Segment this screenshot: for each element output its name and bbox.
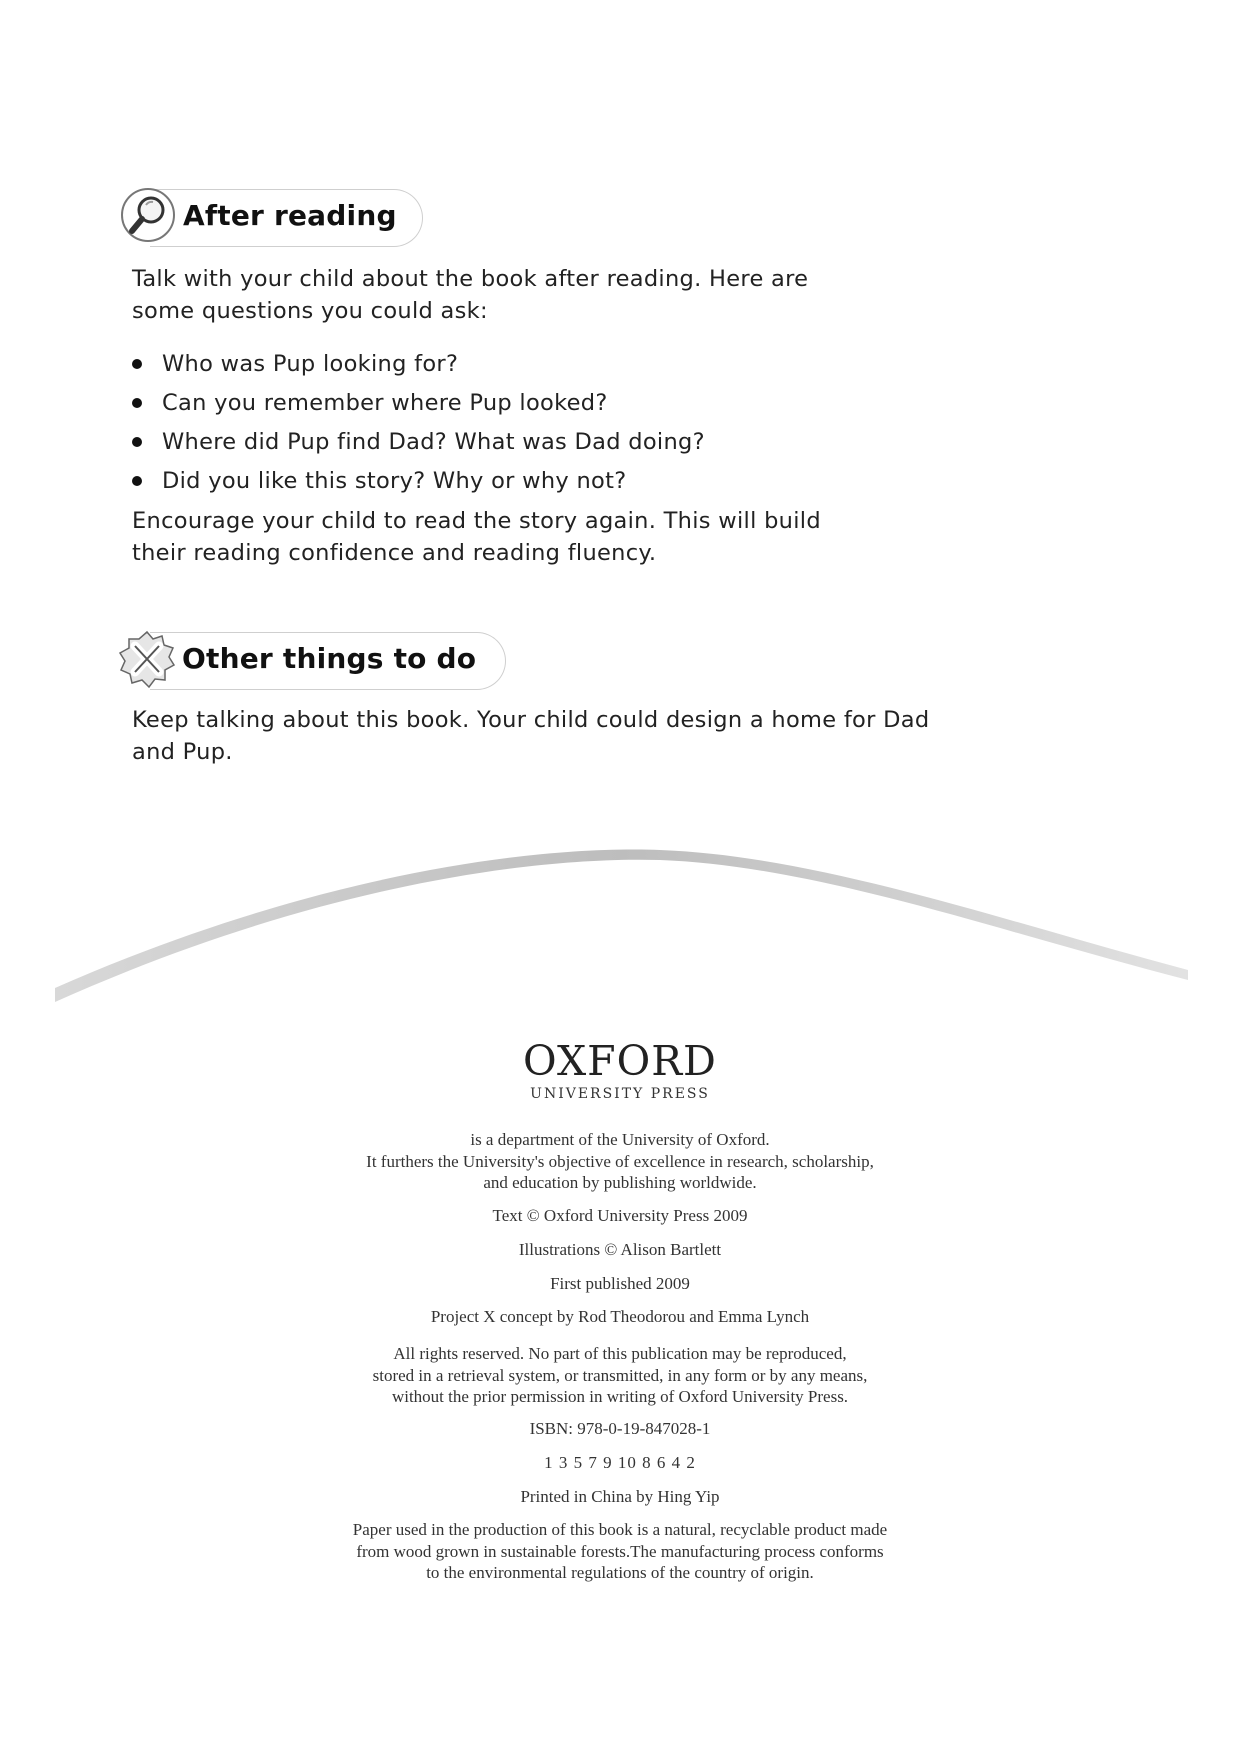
question-text: Can you remember where Pup looked? — [162, 390, 608, 416]
print-line: 1 3 5 7 9 10 8 6 4 2 — [544, 1453, 696, 1472]
concept-credit: Project X concept by Rod Theodorou and Emma Lynch — [430, 1307, 810, 1326]
list-item — [132, 348, 705, 387]
other-things-text — [132, 704, 1032, 768]
question-text: Who was Pup looking for? — [162, 351, 459, 377]
university-press-label: UNIVERSITY PRESS — [530, 1086, 710, 1102]
paper-line-3: to the environmental regulations of the country of origin. — [426, 1563, 814, 1582]
oxford-logo: OXFORD — [523, 1037, 717, 1085]
rights-line-1: All rights reserved. No part of this publication may be reproduced, — [393, 1344, 847, 1363]
after-reading-outro — [132, 505, 1032, 569]
paper-line-1: Paper used in the production of this book is a natural, recyclable product made — [352, 1520, 888, 1539]
department-statement — [0, 1129, 1240, 1194]
decorative-swoosh — [0, 820, 1240, 1010]
project-x-badge-icon — [118, 630, 176, 692]
list-item — [132, 465, 705, 504]
magnifying-glass-icon — [120, 187, 176, 247]
illustrations-copyright: Illustrations © Alison Bartlett — [518, 1240, 722, 1259]
after-reading-title: After reading — [183, 199, 397, 232]
isbn: ISBN: 978-0-19-847028-1 — [529, 1419, 711, 1438]
after-reading-intro — [132, 263, 1032, 327]
first-published: First published 2009 — [550, 1274, 690, 1293]
dept-line-3: and education by publishing worldwide. — [483, 1173, 757, 1192]
rights-line-3: without the prior permission in writing of Oxford University Press. — [391, 1387, 849, 1406]
list-item — [132, 426, 705, 465]
dept-line-1: is a department of the University of Oxford. — [470, 1130, 770, 1149]
question-text: Where did Pup find Dad? What was Dad doing? — [162, 429, 705, 455]
question-text: Did you like this story? Why or why not? — [162, 468, 627, 494]
bullet-icon — [132, 359, 142, 369]
other-line-2: and Pup. — [132, 739, 233, 765]
outro-line-2: their reading confidence and reading fluency. — [132, 540, 657, 566]
intro-line-2: some questions you could ask: — [132, 298, 488, 324]
rights-statement — [0, 1343, 1240, 1408]
other-things-title: Other things to do — [182, 642, 477, 675]
text-copyright: Text © Oxford University Press 2009 — [492, 1206, 748, 1225]
other-line-1: Keep talking about this book. Your child could design a home for Dad — [132, 707, 930, 733]
question-list — [132, 348, 705, 504]
paper-statement — [0, 1519, 1240, 1584]
outro-line-1: Encourage your child to read the story again. This will build — [132, 508, 821, 534]
list-item — [132, 387, 705, 426]
rights-line-2: stored in a retrieval system, or transmitted, in any form or by any means, — [372, 1365, 868, 1385]
printer-credit: Printed in China by Hing Yip — [520, 1487, 720, 1506]
paper-line-2: from wood grown in sustainable forests.The manufacturing process conforms — [356, 1541, 884, 1561]
bullet-icon — [132, 398, 142, 408]
dept-line-2: It furthers the University's objective of excellence in research, scholarship, — [366, 1151, 874, 1171]
bullet-icon — [132, 476, 142, 486]
bullet-icon — [132, 437, 142, 447]
intro-line-1: Talk with your child about the book after reading. Here are — [132, 266, 809, 292]
